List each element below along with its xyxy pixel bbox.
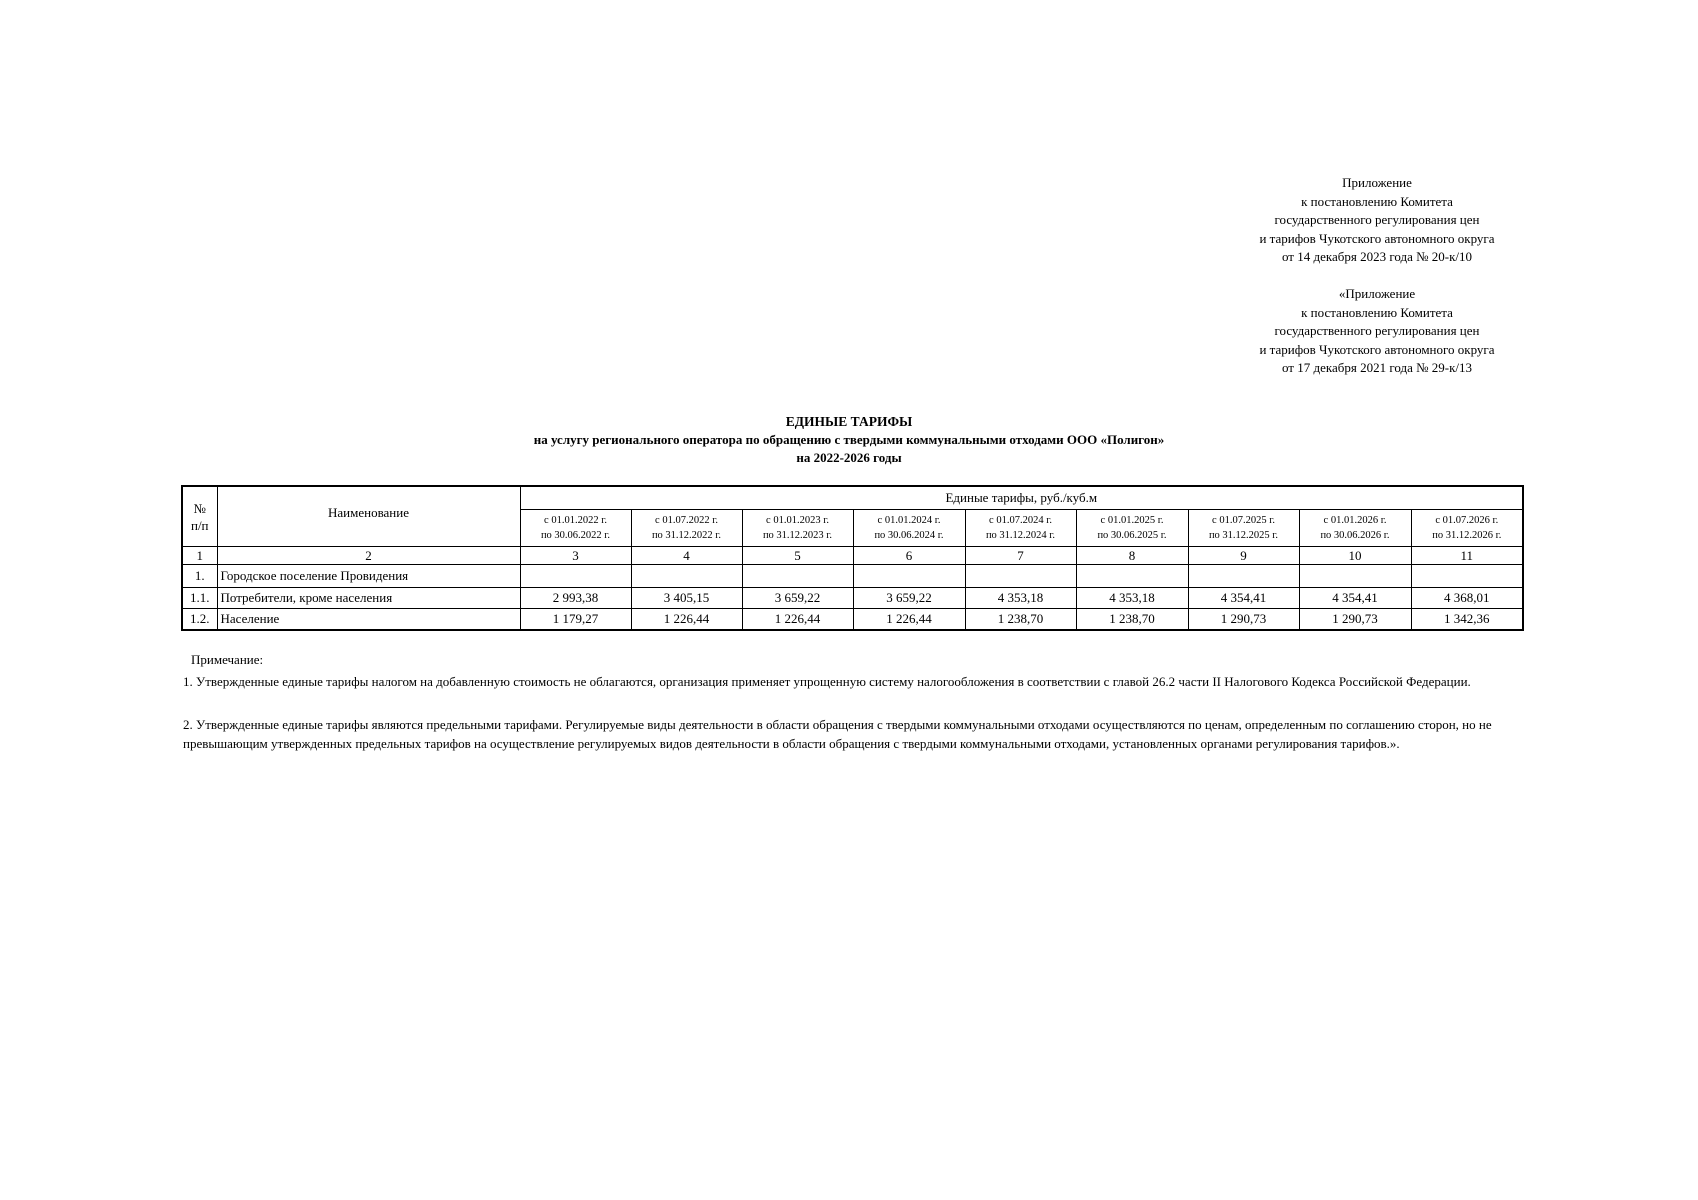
tariff-value: 3 405,15 bbox=[631, 588, 742, 609]
appendix-line: государственного регулирования цен bbox=[1274, 212, 1480, 227]
tariff-value: 1 238,70 bbox=[1076, 609, 1188, 631]
header-tariff-group: Единые тарифы, руб./куб.м bbox=[520, 486, 1523, 510]
tariff-value: 1 226,44 bbox=[742, 609, 853, 631]
period-header bbox=[1411, 510, 1523, 547]
appendix-line: государственного регулирования цен bbox=[1274, 323, 1480, 338]
tariff-value: 1 179,27 bbox=[520, 609, 631, 631]
tariff-value: 4 353,18 bbox=[1076, 588, 1188, 609]
note-item: 1. Утвержденные единые тарифы налогом на добавленную стоимость не облагаются, организация применяет упрощенную систему налогообложения в соответствии с главой 26.2 части II Налогового Кодекса Российской Федерации. bbox=[183, 674, 1471, 689]
period-from: с 01.01.2024 г. bbox=[877, 515, 941, 526]
header-number: № п/п bbox=[182, 486, 217, 547]
appendix-current bbox=[1190, 174, 1564, 267]
tariff-value: 1 238,70 bbox=[965, 609, 1076, 631]
period-header bbox=[631, 510, 742, 547]
period-from: с 01.07.2025 г. bbox=[1212, 515, 1275, 526]
period-to: по 31.12.2025 г. bbox=[1208, 530, 1279, 541]
column-number: 5 bbox=[742, 547, 853, 565]
period-from: с 01.01.2025 г. bbox=[1100, 515, 1164, 526]
period-to: по 30.06.2024 г. bbox=[874, 530, 944, 541]
period-to: по 30.06.2025 г. bbox=[1097, 530, 1167, 541]
column-number: 10 bbox=[1299, 547, 1411, 565]
period-header bbox=[1188, 510, 1299, 547]
period-header bbox=[742, 510, 853, 547]
tariff-value: 1 342,36 bbox=[1411, 609, 1523, 631]
appendix-line: к постановлению Комитета bbox=[1301, 304, 1453, 320]
column-number: 6 bbox=[853, 547, 965, 565]
appendix-line: и тарифов Чукотского автономного округа bbox=[1259, 230, 1495, 246]
period-header bbox=[853, 510, 965, 547]
section-row bbox=[182, 565, 1523, 588]
period-from: с 01.01.2026 г. bbox=[1323, 515, 1387, 526]
period-header bbox=[1076, 510, 1188, 547]
period-from: с 01.01.2023 г. bbox=[766, 515, 829, 526]
period-header bbox=[1299, 510, 1411, 547]
appendix-line: от 17 декабря 2021 года № 29-к/13 bbox=[1281, 360, 1473, 375]
tariff-value: 3 659,22 bbox=[853, 588, 965, 609]
document-title bbox=[0, 413, 1698, 467]
title-years: на 2022-2026 годы bbox=[796, 450, 902, 465]
row-index: 1.2. bbox=[182, 609, 217, 631]
table-row bbox=[182, 609, 1523, 631]
row-name: Потребители, кроме населения bbox=[217, 588, 520, 609]
period-to: по 31.12.2022 г. bbox=[651, 530, 722, 541]
period-header bbox=[965, 510, 1076, 547]
tariff-value: 3 659,22 bbox=[742, 588, 853, 609]
tariff-value: 1 226,44 bbox=[631, 609, 742, 631]
notes-title: Примечание: bbox=[191, 652, 264, 667]
period-to: по 31.12.2024 г. bbox=[985, 530, 1056, 541]
column-number: 3 bbox=[520, 547, 631, 565]
tariff-value: 4 354,41 bbox=[1299, 588, 1411, 609]
column-number: 11 bbox=[1411, 547, 1523, 565]
tariff-value: 4 354,41 bbox=[1188, 588, 1299, 609]
section-index: 1. bbox=[182, 565, 217, 588]
title-main: ЕДИНЫЕ ТАРИФЫ bbox=[785, 414, 913, 429]
column-number: 2 bbox=[217, 547, 520, 565]
header-name: Наименование bbox=[217, 486, 520, 547]
appendix-line: Приложение bbox=[1342, 175, 1412, 190]
column-number: 9 bbox=[1188, 547, 1299, 565]
period-from: с 01.01.2022 г. bbox=[544, 515, 607, 526]
tariff-value: 4 368,01 bbox=[1411, 588, 1523, 609]
note-item: 2. Утвержденные единые тарифы являются предельными тарифами. Регулируемые виды деятельности в области обращения с твердыми коммунальными отходами осуществляются по ценам, определенным по соглашению сторон, но не превышающим утвержденных предельных тарифов на осуществление регулируемых видов деятельности в области обращения с твердыми коммунальными отходами, установленных органами регулирования тарифов.». bbox=[183, 717, 1492, 751]
period-from: с 01.07.2026 г. bbox=[1435, 515, 1499, 526]
tariff-value: 1 226,44 bbox=[853, 609, 965, 631]
appendix-line: от 14 декабря 2023 года № 20-к/10 bbox=[1281, 249, 1473, 264]
period-from: с 01.07.2024 г. bbox=[989, 515, 1052, 526]
column-number: 1 bbox=[182, 547, 217, 565]
tariff-value: 2 993,38 bbox=[520, 588, 631, 609]
appendix-line: к постановлению Комитета bbox=[1301, 193, 1453, 209]
period-to: по 31.12.2026 г. bbox=[1432, 530, 1502, 541]
appendix-line: и тарифов Чукотского автономного округа bbox=[1259, 341, 1495, 357]
appendix-original bbox=[1190, 285, 1564, 378]
appendix-line: «Приложение bbox=[1338, 286, 1416, 301]
period-to: по 30.06.2022 г. bbox=[540, 530, 611, 541]
period-header bbox=[520, 510, 631, 547]
tariff-value: 1 290,73 bbox=[1299, 609, 1411, 631]
column-number: 8 bbox=[1076, 547, 1188, 565]
table-row bbox=[182, 588, 1523, 609]
section-name: Городское поселение Провидения bbox=[217, 565, 520, 588]
column-number: 4 bbox=[631, 547, 742, 565]
column-number-row bbox=[182, 547, 1523, 565]
period-to: по 31.12.2023 г. bbox=[762, 530, 833, 541]
tariff-value: 4 353,18 bbox=[965, 588, 1076, 609]
period-to: по 30.06.2026 г. bbox=[1320, 530, 1390, 541]
title-subtitle: на услугу регионального оператора по обращению с твердыми коммунальными отходами ООО «Полигон» bbox=[533, 432, 1165, 447]
tariff-table bbox=[181, 485, 1524, 631]
period-from: с 01.07.2022 г. bbox=[655, 515, 718, 526]
row-index: 1.1. bbox=[182, 588, 217, 609]
tariff-value: 1 290,73 bbox=[1188, 609, 1299, 631]
column-number: 7 bbox=[965, 547, 1076, 565]
row-name: Население bbox=[217, 609, 520, 631]
